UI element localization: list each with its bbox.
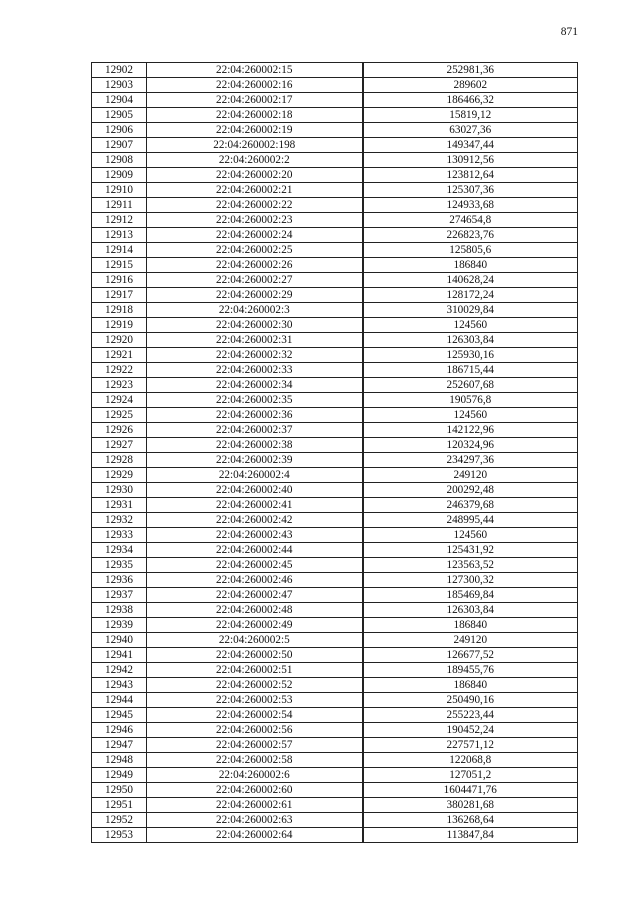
cadastral-number-cell: 22:04:260002:5 [147, 633, 363, 648]
table-row [92, 813, 578, 828]
row-number-cell: 12951 [92, 798, 147, 813]
row-number-cell: 12912 [92, 213, 147, 228]
row-number-cell: 12910 [92, 183, 147, 198]
table-row [92, 138, 578, 153]
row-number-cell: 12920 [92, 333, 147, 348]
row-number-cell: 12937 [92, 588, 147, 603]
table-row [92, 768, 578, 783]
row-number-cell: 12945 [92, 708, 147, 723]
table-row [92, 498, 578, 513]
cadastral-number-cell: 22:04:260002:53 [147, 693, 363, 708]
cadastral-number-cell: 22:04:260002:63 [147, 813, 363, 828]
row-number-cell: 12913 [92, 228, 147, 243]
table-row [92, 183, 578, 198]
value-cell: 124933,68 [363, 198, 578, 213]
value-cell: 185469,84 [363, 588, 578, 603]
cadastral-number-cell: 22:04:260002:33 [147, 363, 363, 378]
table-row [92, 558, 578, 573]
row-number-cell: 12931 [92, 498, 147, 513]
table-row [92, 228, 578, 243]
cadastral-number-cell: 22:04:260002:57 [147, 738, 363, 753]
row-number-cell: 12935 [92, 558, 147, 573]
table-row [92, 828, 578, 843]
value-cell: 124560 [363, 528, 578, 543]
cadastral-number-cell: 22:04:260002:3 [147, 303, 363, 318]
table-row [92, 573, 578, 588]
row-number-cell: 12932 [92, 513, 147, 528]
value-cell: 123563,52 [363, 558, 578, 573]
cadastral-value-table [91, 62, 578, 843]
row-number-cell: 12911 [92, 198, 147, 213]
cadastral-number-cell: 22:04:260002:54 [147, 708, 363, 723]
table-row [92, 213, 578, 228]
cadastral-number-cell: 22:04:260002:16 [147, 78, 363, 93]
cadastral-number-cell: 22:04:260002:48 [147, 603, 363, 618]
value-cell: 1604471,76 [363, 783, 578, 798]
value-cell: 142122,96 [363, 423, 578, 438]
cadastral-number-cell: 22:04:260002:64 [147, 828, 363, 843]
value-cell: 186466,32 [363, 93, 578, 108]
table-row [92, 258, 578, 273]
value-cell: 190452,24 [363, 723, 578, 738]
row-number-cell: 12914 [92, 243, 147, 258]
value-cell: 190576,8 [363, 393, 578, 408]
cadastral-number-cell: 22:04:260002:45 [147, 558, 363, 573]
row-number-cell: 12946 [92, 723, 147, 738]
value-cell: 125307,36 [363, 183, 578, 198]
value-cell: 140628,24 [363, 273, 578, 288]
cadastral-number-cell: 22:04:260002:17 [147, 93, 363, 108]
table-row [92, 618, 578, 633]
value-cell: 274654,8 [363, 213, 578, 228]
row-number-cell: 12906 [92, 123, 147, 138]
table-row [92, 423, 578, 438]
row-number-cell: 12921 [92, 348, 147, 363]
table-row [92, 513, 578, 528]
value-cell: 249120 [363, 633, 578, 648]
row-number-cell: 12915 [92, 258, 147, 273]
cadastral-number-cell: 22:04:260002:44 [147, 543, 363, 558]
row-number-cell: 12952 [92, 813, 147, 828]
cadastral-number-cell: 22:04:260002:43 [147, 528, 363, 543]
cadastral-number-cell: 22:04:260002:31 [147, 333, 363, 348]
table-row [92, 453, 578, 468]
cadastral-number-cell: 22:04:260002:18 [147, 108, 363, 123]
value-cell: 380281,68 [363, 798, 578, 813]
row-number-cell: 12908 [92, 153, 147, 168]
cadastral-number-cell: 22:04:260002:40 [147, 483, 363, 498]
value-cell: 252607,68 [363, 378, 578, 393]
row-number-cell: 12902 [92, 63, 147, 78]
value-cell: 246379,68 [363, 498, 578, 513]
value-cell: 125805,6 [363, 243, 578, 258]
value-cell: 227571,12 [363, 738, 578, 753]
cadastral-number-cell: 22:04:260002:39 [147, 453, 363, 468]
row-number-cell: 12927 [92, 438, 147, 453]
cadastral-number-cell: 22:04:260002:2 [147, 153, 363, 168]
row-number-cell: 12941 [92, 648, 147, 663]
cadastral-number-cell: 22:04:260002:6 [147, 768, 363, 783]
value-cell: 120324,96 [363, 438, 578, 453]
cadastral-number-cell: 22:04:260002:42 [147, 513, 363, 528]
row-number-cell: 12926 [92, 423, 147, 438]
table-row [92, 273, 578, 288]
cadastral-number-cell: 22:04:260002:46 [147, 573, 363, 588]
row-number-cell: 12916 [92, 273, 147, 288]
table-row [92, 633, 578, 648]
value-cell: 63027,36 [363, 123, 578, 138]
value-cell: 186840 [363, 678, 578, 693]
table-row [92, 348, 578, 363]
row-number-cell: 12903 [92, 78, 147, 93]
value-cell: 252981,36 [363, 63, 578, 78]
value-cell: 186840 [363, 618, 578, 633]
table-row [92, 603, 578, 618]
value-cell: 130912,56 [363, 153, 578, 168]
value-cell: 189455,76 [363, 663, 578, 678]
value-cell: 255223,44 [363, 708, 578, 723]
cadastral-number-cell: 22:04:260002:15 [147, 63, 363, 78]
table-row [92, 738, 578, 753]
row-number-cell: 12919 [92, 318, 147, 333]
table-row [92, 303, 578, 318]
value-cell: 126677,52 [363, 648, 578, 663]
value-cell: 126303,84 [363, 333, 578, 348]
table-row [92, 708, 578, 723]
cadastral-number-cell: 22:04:260002:35 [147, 393, 363, 408]
cadastral-number-cell: 22:04:260002:21 [147, 183, 363, 198]
value-cell: 127300,32 [363, 573, 578, 588]
row-number-cell: 12928 [92, 453, 147, 468]
row-number-cell: 12924 [92, 393, 147, 408]
value-cell: 15819,12 [363, 108, 578, 123]
table-row [92, 543, 578, 558]
value-cell: 226823,76 [363, 228, 578, 243]
cadastral-number-cell: 22:04:260002:49 [147, 618, 363, 633]
table-row [92, 333, 578, 348]
cadastral-number-cell: 22:04:260002:56 [147, 723, 363, 738]
table-row [92, 438, 578, 453]
row-number-cell: 12933 [92, 528, 147, 543]
table-row [92, 153, 578, 168]
cadastral-number-cell: 22:04:260002:51 [147, 663, 363, 678]
cadastral-number-cell: 22:04:260002:26 [147, 258, 363, 273]
row-number-cell: 12904 [92, 93, 147, 108]
table-row [92, 783, 578, 798]
value-cell: 122068,8 [363, 753, 578, 768]
table-row [92, 648, 578, 663]
value-cell: 289602 [363, 78, 578, 93]
table-body [92, 63, 578, 843]
row-number-cell: 12923 [92, 378, 147, 393]
value-cell: 186715,44 [363, 363, 578, 378]
table-row [92, 678, 578, 693]
row-number-cell: 12934 [92, 543, 147, 558]
cadastral-number-cell: 22:04:260002:27 [147, 273, 363, 288]
row-number-cell: 12922 [92, 363, 147, 378]
row-number-cell: 12917 [92, 288, 147, 303]
cadastral-number-cell: 22:04:260002:25 [147, 243, 363, 258]
cadastral-number-cell: 22:04:260002:22 [147, 198, 363, 213]
table-row [92, 693, 578, 708]
cadastral-number-cell: 22:04:260002:20 [147, 168, 363, 183]
value-cell: 250490,16 [363, 693, 578, 708]
value-cell: 125431,92 [363, 543, 578, 558]
table-row [92, 78, 578, 93]
row-number-cell: 12938 [92, 603, 147, 618]
cadastral-number-cell: 22:04:260002:19 [147, 123, 363, 138]
row-number-cell: 12953 [92, 828, 147, 843]
table-row [92, 198, 578, 213]
value-cell: 127051,2 [363, 768, 578, 783]
table-row [92, 318, 578, 333]
cadastral-number-cell: 22:04:260002:30 [147, 318, 363, 333]
cadastral-number-cell: 22:04:260002:32 [147, 348, 363, 363]
row-number-cell: 12918 [92, 303, 147, 318]
row-number-cell: 12930 [92, 483, 147, 498]
cadastral-number-cell: 22:04:260002:58 [147, 753, 363, 768]
row-number-cell: 12940 [92, 633, 147, 648]
table-row [92, 123, 578, 138]
table-row [92, 243, 578, 258]
cadastral-number-cell: 22:04:260002:23 [147, 213, 363, 228]
row-number-cell: 12947 [92, 738, 147, 753]
value-cell: 125930,16 [363, 348, 578, 363]
value-cell: 186840 [363, 258, 578, 273]
table-row [92, 528, 578, 543]
table-row [92, 663, 578, 678]
cadastral-number-cell: 22:04:260002:198 [147, 138, 363, 153]
cadastral-number-cell: 22:04:260002:61 [147, 798, 363, 813]
value-cell: 136268,64 [363, 813, 578, 828]
row-number-cell: 12950 [92, 783, 147, 798]
table-row [92, 798, 578, 813]
value-cell: 124560 [363, 318, 578, 333]
row-number-cell: 12948 [92, 753, 147, 768]
table-row [92, 168, 578, 183]
cadastral-number-cell: 22:04:260002:24 [147, 228, 363, 243]
cadastral-number-cell: 22:04:260002:50 [147, 648, 363, 663]
cadastral-number-cell: 22:04:260002:38 [147, 438, 363, 453]
row-number-cell: 12909 [92, 168, 147, 183]
table-row [92, 588, 578, 603]
table-row [92, 753, 578, 768]
value-cell: 248995,44 [363, 513, 578, 528]
cadastral-number-cell: 22:04:260002:34 [147, 378, 363, 393]
table-row [92, 408, 578, 423]
row-number-cell: 12949 [92, 768, 147, 783]
table-row [92, 108, 578, 123]
table-row [92, 288, 578, 303]
value-cell: 200292,48 [363, 483, 578, 498]
cadastral-number-cell: 22:04:260002:4 [147, 468, 363, 483]
table-row [92, 393, 578, 408]
row-number-cell: 12905 [92, 108, 147, 123]
row-number-cell: 12939 [92, 618, 147, 633]
value-cell: 310029,84 [363, 303, 578, 318]
value-cell: 124560 [363, 408, 578, 423]
row-number-cell: 12943 [92, 678, 147, 693]
value-cell: 128172,24 [363, 288, 578, 303]
value-cell: 149347,44 [363, 138, 578, 153]
row-number-cell: 12925 [92, 408, 147, 423]
value-cell: 126303,84 [363, 603, 578, 618]
cadastral-number-cell: 22:04:260002:52 [147, 678, 363, 693]
table-row [92, 93, 578, 108]
value-cell: 234297,36 [363, 453, 578, 468]
table-row [92, 483, 578, 498]
cadastral-number-cell: 22:04:260002:60 [147, 783, 363, 798]
cadastral-number-cell: 22:04:260002:36 [147, 408, 363, 423]
value-cell: 249120 [363, 468, 578, 483]
value-cell: 113847,84 [363, 828, 578, 843]
row-number-cell: 12942 [92, 663, 147, 678]
cadastral-number-cell: 22:04:260002:47 [147, 588, 363, 603]
table-row [92, 378, 578, 393]
table-row [92, 723, 578, 738]
row-number-cell: 12907 [92, 138, 147, 153]
value-cell: 123812,64 [363, 168, 578, 183]
cadastral-number-cell: 22:04:260002:29 [147, 288, 363, 303]
page-number: 871 [560, 26, 578, 38]
table-row [92, 468, 578, 483]
row-number-cell: 12936 [92, 573, 147, 588]
row-number-cell: 12944 [92, 693, 147, 708]
table-row [92, 63, 578, 78]
cadastral-number-cell: 22:04:260002:37 [147, 423, 363, 438]
cadastral-number-cell: 22:04:260002:41 [147, 498, 363, 513]
row-number-cell: 12929 [92, 468, 147, 483]
table-row [92, 363, 578, 378]
